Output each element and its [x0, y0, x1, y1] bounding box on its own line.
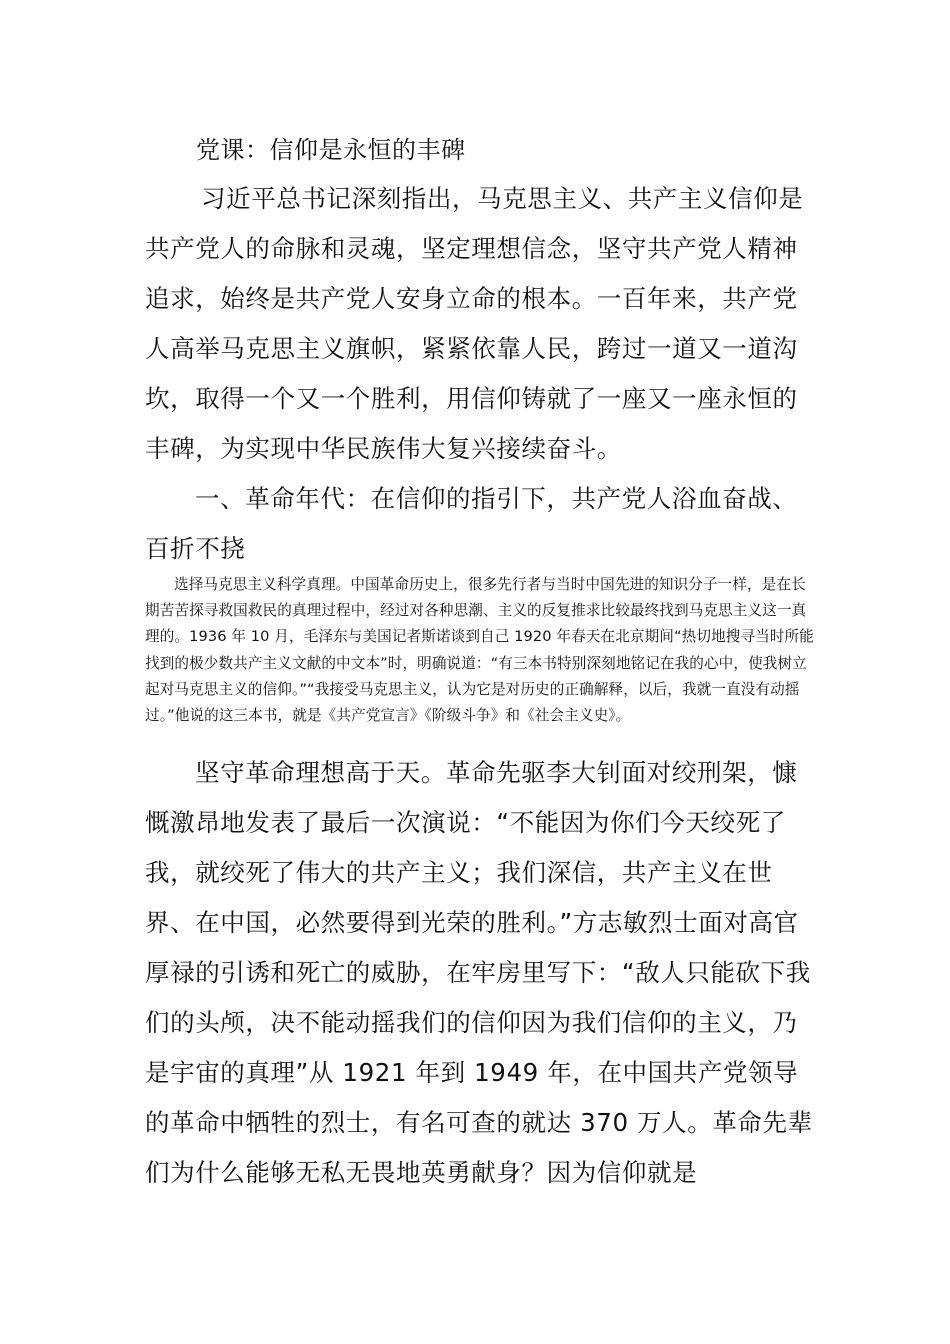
body-paragraph: 坚守革命理想高于天。革命先驱李大钊面对绞刑架，慷慨激昂地发表了最后一次演说：“不能因为你们今天绞死了我，就绞死了伟大的共产主义；我们深信，共产主义在世界、在中国，必然要得到光荣的胜利。”方志敏烈士面对高官厚禄的引诱和死亡的威胁，在牢房里写下：“敌人只能砍下我们的头颅，决不能动摇我们的信仰因为我们信仰的主义，乃是宇宙的真理”从 1921 年到 1949 年，在中国共产党领导的革命中牺牲的烈士，有名可查的就达 370 万人。革命先辈们为什么能够无私无畏地英勇献身？因为信仰就是: [145, 758, 813, 1187]
document-title: 党课：信仰是永恒的丰碑: [196, 136, 466, 164]
section-heading: 一、革命年代：在信仰的指引下，共产党人浴血奋战、百折不挠: [145, 484, 798, 563]
intro-paragraph: 习近平总书记深刻指出，马克思主义、共产主义信仰是共产党人的命脉和灵魂，坚定理想信念，坚守共产党人精神追求，始终是共产党人安身立命的根本。一百年来，共产党人高举马克思主义旗帜，紧紧依靠人民，跨过一道又一道沟坎，取得一个又一个胜利，用信仰铸就了一座又一座永恒的丰碑，为实现中华民族伟大复兴接续奋斗。: [145, 184, 804, 463]
small-paragraph: 选择马克思主义科学真理。中国革命历史上，很多先行者与当时中国先进的知识分子一样，是在长期苦苦探寻救国救民的真理过程中，经过对各种思潮、主义的反复推求比较最终找到马克思主义这一真理的。1936 年 10 月，毛泽东与美国记者斯诺谈到自己 1920 年春天在北京期间“热切地搜寻当时所能找到的极少数共产主义文献的中文本”时，明确说道：“有三本书特别深刻地铭记在我的心中，使我树立起对马克思主义的信仰。”“我接受马克思主义，认为它是对历史的正确解释，以后，我就一直没有动摇过。”他说的这三本书，就是《共产党宣言》《阶级斗争》和《社会主义史》。: [145, 576, 814, 725]
